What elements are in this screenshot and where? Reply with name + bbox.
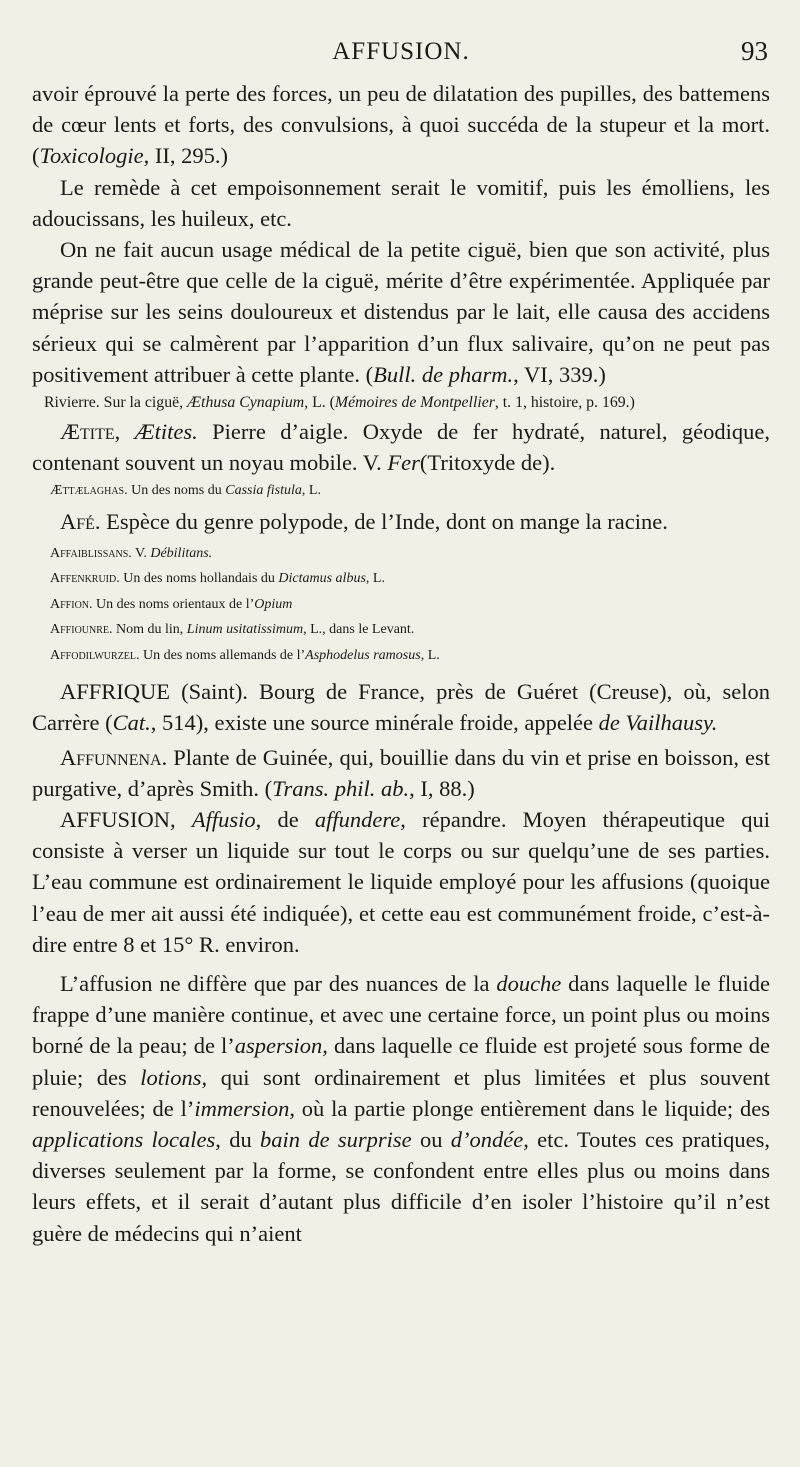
- place-name: de Vailhausy.: [598, 710, 718, 736]
- entry-headword: Ætite: [60, 418, 115, 444]
- text-run: Espèce du genre polypode, de l’Inde, dont on mange la racine.: [100, 509, 668, 535]
- term: douche: [496, 970, 562, 996]
- text-run: , du: [215, 1126, 261, 1152]
- latin-name: affundere: [314, 806, 401, 832]
- text-run: , de: [255, 806, 315, 832]
- entry-headword: Affaiblissans.: [50, 545, 132, 561]
- text-run: L’affusion ne diffère que par des nuances de la: [60, 970, 497, 996]
- page-number: 93: [741, 36, 768, 66]
- text-run: Nom du lin,: [112, 622, 187, 638]
- text-run: ou: [411, 1126, 451, 1152]
- text-run: , VI, 339.): [513, 361, 606, 387]
- text-run: , L.: [420, 647, 440, 663]
- text-run: , L., dans le Levant.: [303, 622, 415, 638]
- cross-reference: Fer: [387, 449, 420, 475]
- text-run: Le remède à cet empoisonnement serait le vomitif, puis les émolliens, les adoucissans, les huileux, etc.: [32, 174, 770, 231]
- latin-name: Cassia fistula: [225, 482, 302, 498]
- text-run: Un des noms allemands de l’: [139, 647, 306, 663]
- entry-affiounre: [32, 617, 770, 643]
- text-run: avoir éprouvé la perte des forces, un peu de dilatation des pupilles, des battemens de cœur lents et forts, des convulsions, à quoi succéda de la stupeur et la mort. (: [32, 81, 770, 169]
- term: immersion: [194, 1095, 290, 1121]
- latin-name: Æthusa Cynapium: [187, 394, 305, 412]
- term: applications locales: [32, 1126, 216, 1152]
- page-header: [32, 0, 770, 78]
- entry-headword: Affenkruid.: [50, 571, 120, 587]
- entry-afe: [32, 506, 770, 537]
- paragraph-petite-cigue: [32, 234, 770, 390]
- text-run: , etc. Toutes ces pratiques, diverses seulement par la forme, se confondent entre elles plus ou moins dans leurs effets, et il serait d’autant plus difficile d’en isoler l’histoire qu’il n’est guère de médecins qui n’aient: [32, 1126, 770, 1246]
- entry-affenkruid: [32, 566, 770, 592]
- entry-headword: Afé.: [60, 509, 101, 535]
- cross-reference: Débilitans.: [150, 545, 213, 561]
- term: d’ondée: [450, 1126, 524, 1152]
- text-run: Un des noms hollandais du: [119, 571, 279, 587]
- text-run: , L.: [365, 571, 385, 587]
- latin-name: Ætites.: [134, 418, 198, 444]
- citation-title: Toxicologie: [39, 143, 144, 169]
- page-body: [32, 78, 770, 1249]
- citation-title: Mémoires de Montpellier: [334, 394, 495, 412]
- text-run: dans laquelle le fluide frappe d’une manière continue, et avec une certaine force, un point plus ou moins borné de la peau; de l’: [32, 970, 770, 1059]
- entry-aettaelaghas: [32, 478, 770, 504]
- text-run: AFFRIQUE (Saint). Bourg de France, près de Guéret (Creuse), où, selon Carrère (: [32, 679, 770, 736]
- entry-headword: Affion.: [50, 596, 93, 612]
- text-run: Pierre d’aigle. Oxyde de fer hydraté, naturel, géodique, contenant souvent un noyau mobile. V.: [32, 418, 771, 475]
- entry-headword: Affunnena.: [60, 744, 168, 770]
- text-run: , où la partie plonge entièrement dans le liquide; des: [289, 1095, 770, 1121]
- term: aspersion,: [234, 1033, 328, 1059]
- entry-headword: Affodilwurzel.: [50, 647, 140, 663]
- entry-affaiblissans: [32, 541, 770, 567]
- latin-name: Opium: [254, 596, 293, 612]
- citation-title: Bull. de pharm.: [373, 361, 514, 387]
- entry-aetite: [32, 416, 770, 478]
- entry-affunnena: [32, 742, 770, 804]
- text-run: , L.: [301, 482, 321, 498]
- text-run: Un des noms du: [127, 482, 226, 498]
- text-run: , répandre. Moyen thérapeutique qui consiste à verser un liquide sur tout le corps ou sur quelqu’une de ses parties. L’eau commune est ordinairement le liquide employé pour les affusions (quoique l’eau de mer ait aussi été indiquée), et cette eau est communément froide, c’est-à-dire entre 8 et 15° R. environ.: [32, 806, 770, 957]
- term: bain de surprise: [260, 1126, 412, 1152]
- text-run: V.: [131, 545, 151, 561]
- text-run: ,: [114, 418, 135, 444]
- reference-rivierre: [32, 390, 770, 416]
- paragraph-remedy: [32, 172, 770, 234]
- paragraph-affusion-comparison: [32, 968, 770, 1249]
- text-run: Un des noms orientaux de l’: [92, 596, 255, 612]
- citation-title: Cat.: [112, 710, 151, 736]
- citation-title: Trans. phil. ab.: [272, 775, 410, 801]
- text-run: Rivierre. Sur la ciguë,: [44, 394, 188, 412]
- latin-name: Dictamus albus: [278, 571, 366, 587]
- running-head: AFFUSION.: [332, 38, 470, 65]
- text-run: , t. 1, histoire, p. 169.): [494, 394, 635, 412]
- entry-headword: Affiounre.: [50, 622, 113, 638]
- entry-affodilwurzel: [32, 643, 770, 669]
- paragraph-toxicology: [32, 78, 770, 172]
- text-run: , qui sont ordinairement et plus limitées et plus souvent renouvelées; de l’: [32, 1064, 771, 1121]
- text-run: (Tritoxyde de).: [419, 449, 556, 475]
- text-run: On ne fait aucun usage médical de la petite ciguë, bien que son activité, plus grande peut-être que celle de la ciguë, mérite d’être expérimentée. Appliquée par méprise sur les seins douloureux et distendus par le lait, elle causa des accidens sérieux qui se calmèrent par l’apparition d’un flux salivaire, qu’on ne peut pas positivement attribuer à cette plante. (: [32, 237, 770, 387]
- entry-headword: AFFUSION,: [60, 806, 192, 832]
- text-run: dans laquelle ce fluide est projeté sous forme de pluie; des: [32, 1033, 770, 1090]
- text-run: , II, 295.): [143, 143, 229, 169]
- entry-affusion: [32, 804, 770, 960]
- text-run: Plante de Guinée, qui, bouillie dans du vin et prise en boisson, est purgative, d’après Smith. (: [32, 744, 770, 801]
- term: lotions: [140, 1064, 202, 1090]
- entry-headword: Ættælaghas.: [50, 482, 128, 498]
- text-run: , 514), existe une source minérale froide, appelée: [150, 710, 599, 736]
- latin-name: Affusio: [191, 806, 256, 832]
- entry-affion: [32, 592, 770, 618]
- latin-name: Asphodelus ramosus: [305, 647, 421, 663]
- text-run: , L. (: [304, 394, 335, 412]
- text-run: , I, 88.): [409, 775, 475, 801]
- latin-name: Linum usitatissimum: [186, 622, 304, 638]
- entry-affrique: [32, 676, 770, 738]
